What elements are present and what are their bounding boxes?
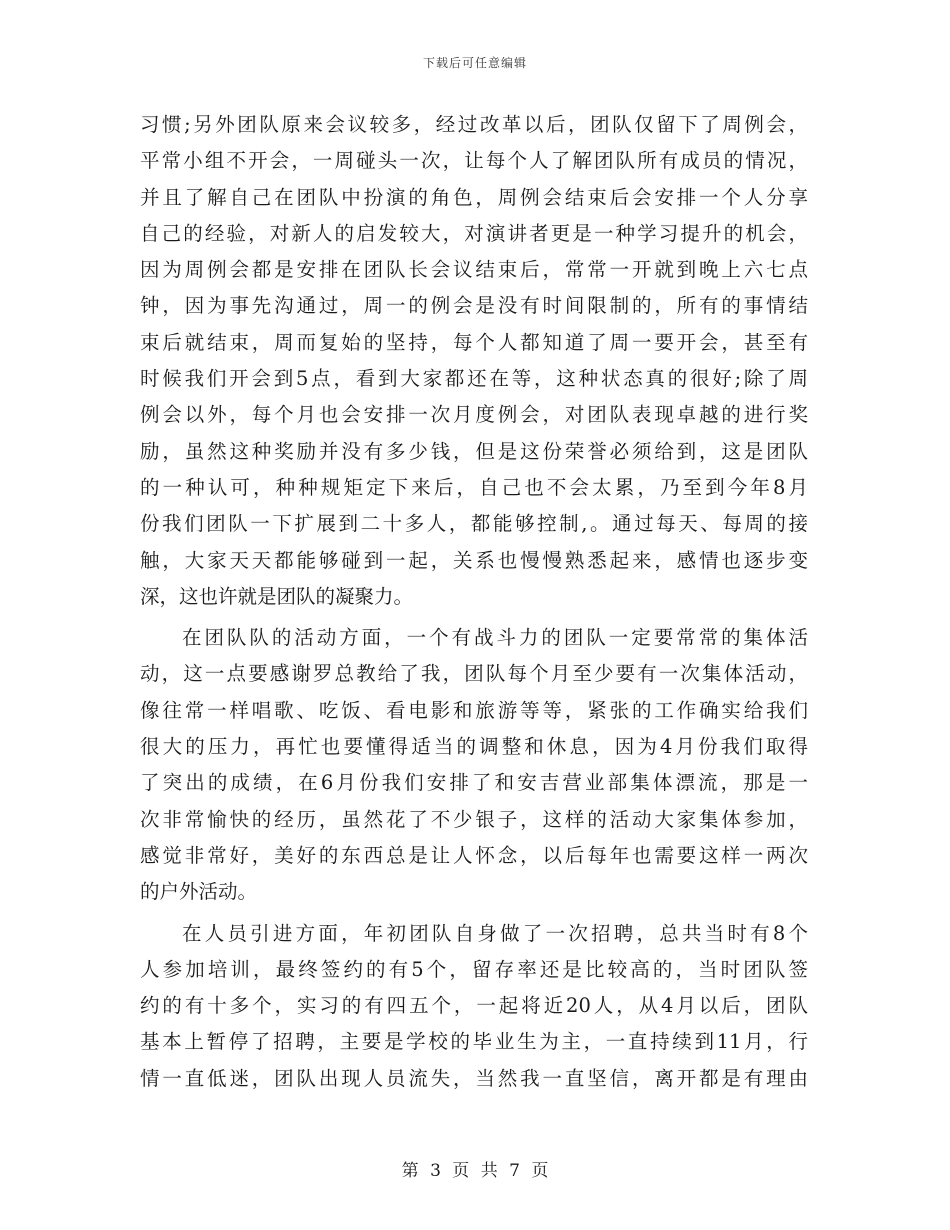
- text-line: 平常小组不开会，一周碰头一次，让每个人了解团队所有成员的情况，: [140, 149, 808, 173]
- header-note: 下载后可任意编辑: [422, 56, 527, 70]
- paragraph-activities: [140, 620, 808, 910]
- text-line: 的户外活动。: [140, 880, 258, 904]
- text-line: 励，虽然这种奖励并没有多少钱，但是这份荣誉必须给到，这是团队: [140, 439, 808, 463]
- text-line: 很大的压力，再忙也要懂得适当的调整和休息，因为4月份我们取得: [140, 735, 808, 759]
- text-line: 触，大家天天都能够碰到一起，关系也慢慢熟悉起来，感情也逐步变: [140, 548, 808, 572]
- text-line: 份我们团队一下扩展到二十多人，都能够控制,。通过每天、每周的接: [140, 512, 808, 536]
- text-line: 因为周例会都是安排在团队长会议结束后，常常一开就到晚上六七点: [140, 258, 808, 282]
- text-line: 习惯;另外团队原来会议较多，经过改革以后，团队仅留下了周例会，: [140, 113, 808, 136]
- text-line: 像往常一样唱歌、吃饭、看电影和旅游等等，紧张的工作确实给我们: [140, 698, 808, 722]
- text-line: 在团队队的活动方面，一个有战斗力的团队一定要常常的集体活: [182, 626, 808, 650]
- text-line: 自己的经验，对新人的启发较大，对演讲者更是一种学习提升的机会，: [140, 221, 808, 245]
- text-line: 约的有十多个，实习的有四五个，一起将近20人，从4月以后，团队: [140, 994, 808, 1018]
- paragraph-recruitment: [140, 916, 808, 1097]
- document-body: [140, 107, 808, 1097]
- text-line: 时候我们开会到5点，看到大家都还在等，这种状态真的很好;除了周: [140, 367, 808, 391]
- text-line: 基本上暂停了招聘，主要是学校的毕业生为主，一直持续到11月，行: [140, 1030, 808, 1054]
- text-line: 情一直低迷，团队出现人员流失，当然我一直坚信，离开都是有理由: [140, 1066, 808, 1090]
- text-line: 了突出的成绩，在6月份我们安排了和安吉营业部集体漂流，那是一: [140, 771, 808, 795]
- page-number: 第 3 页 共 7 页: [401, 1161, 549, 1181]
- text-line: 在人员引进方面，年初团队自身做了一次招聘，总共当时有8个: [182, 921, 808, 945]
- text-line: 次非常愉快的经历，虽然花了不少银子，这样的活动大家集体参加，: [140, 807, 808, 831]
- text-line: 并且了解自己在团队中扮演的角色，周例会结束后会安排一个人分享: [140, 185, 808, 209]
- text-line: 动，这一点要感谢罗总教给了我，团队每个月至少要有一次集体活动，: [140, 662, 808, 686]
- text-line: 的一种认可，种种规矩定下来后，自己也不会太累，乃至到今年8月: [140, 475, 808, 499]
- text-line: 束后就结束，周而复始的坚持，每个人都知道了周一要开会，甚至有: [140, 330, 808, 354]
- text-line: 钟，因为事先沟通过，周一的例会是没有时间限制的，所有的事情结: [140, 294, 808, 318]
- text-line: 深，这也许就是团队的凝聚力。: [140, 584, 414, 608]
- text-line: 例会以外，每个月也会安排一次月度例会，对团队表现卓越的进行奖: [140, 403, 808, 427]
- paragraph-meetings: [140, 107, 808, 615]
- text-line: 人参加培训，最终签约的有5个，留存率还是比较高的，当时团队签: [140, 957, 808, 981]
- text-line: 感觉非常好，美好的东西总是让人怀念，以后每年也需要这样一两次: [140, 843, 808, 867]
